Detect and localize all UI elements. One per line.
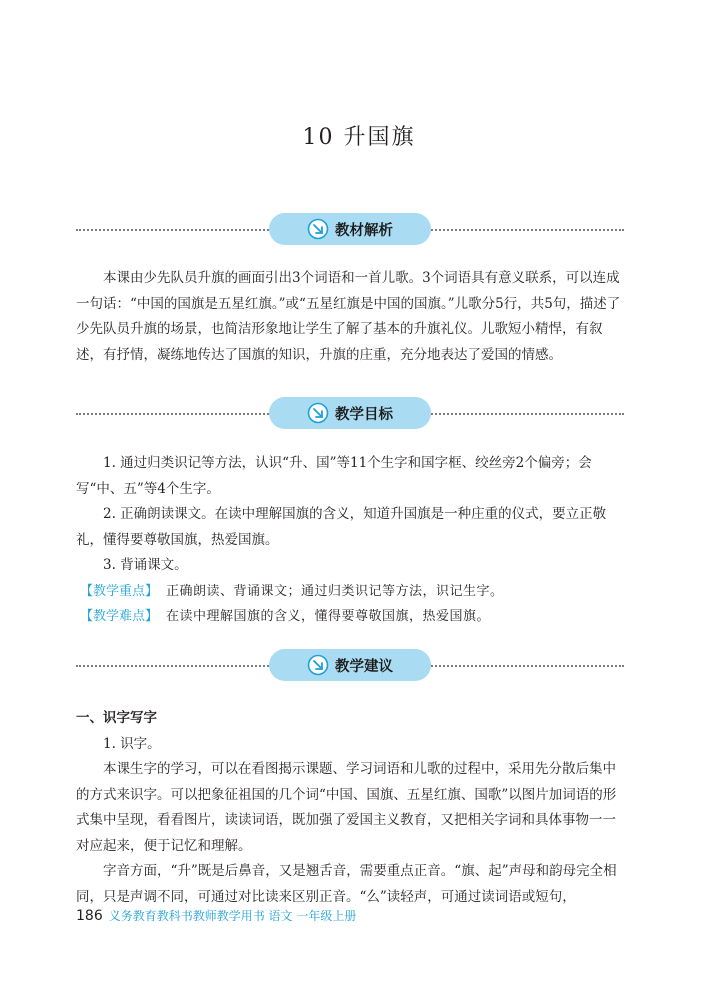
objective-item-3: 3. 背诵课文。 xyxy=(103,557,188,573)
suggestion-subheading: 1. 识字。 xyxy=(103,735,161,752)
arrow-down-right-circle-icon xyxy=(307,654,329,676)
analysis-paragraph: 本课由少先队员升旗的画面引出3个词语和一首儿歌。3个词语具有意义联系，可以连成一句话：“中国的国旗是五星红旗。”或“五星红旗是中国的国旗。”儿歌分5行，共5句，描述了少先队员升旗的场景，也简洁形象地让学生了解了基本的升旗礼仪。儿歌短小精悍，有叙述，有抒情，凝练地传达了国旗的知识，升旗的庄重，充分地表达了爱国的情感。 xyxy=(76,270,621,363)
section-pill xyxy=(269,397,431,429)
difficulty-line xyxy=(76,604,624,630)
section-header-suggestions xyxy=(76,649,624,683)
book-title: 义务教育教科书教师教学用书 语文 一年级上册 xyxy=(108,909,357,923)
section-header-objectives xyxy=(76,397,624,431)
analysis-block xyxy=(76,266,624,368)
arrow-down-right-circle-icon xyxy=(307,218,329,240)
key-point-text: 正确朗读、背诵课文；通过归类识记等方法，识记生字。 xyxy=(166,583,504,599)
arrow-down-right-circle-icon xyxy=(307,402,329,424)
key-point-line xyxy=(76,579,624,605)
suggestions-block xyxy=(76,706,624,910)
suggestion-paragraph-1: 本课生字的学习，可以在看图揭示课题、学习词语和儿歌的过程中，采用先分散后集中的方式来识字。可以把象征祖国的几个词“中国、国旗、五星红旗、国歌”以图片加词语的形式集中呈现，看看图片，读读词语，既加强了爱国主义教育，又把相关字词和具体事物一一对应起来，便于记忆和理解。 xyxy=(76,761,617,854)
suggestion-paragraph-2: 字音方面，“升”既是后鼻音，又是翘舌音，需要重点正音。“旗、起”声母和韵母完全相同，只是声调不同，可通过对比读来区别正音。“么”读轻声，可通过读词语或短句， xyxy=(76,863,617,905)
lesson-title: 10 升国旗 xyxy=(302,125,416,150)
section-pill xyxy=(269,213,431,245)
difficulty-text: 在读中理解国旗的含义，懂得要尊敬国旗，热爱国旗。 xyxy=(166,609,491,624)
section-pill xyxy=(269,649,431,681)
section-label: 教学建议 xyxy=(335,658,393,675)
section-label: 教学目标 xyxy=(335,406,393,423)
suggestion-heading: 一、识字写字 xyxy=(76,710,157,726)
objectives-block xyxy=(76,451,624,630)
objective-item-1: 1. 通过归类识记等方法，认识“升、国”等11个生字和国字框、绞丝旁2个偏旁；会写“中、五”等4个生字。 xyxy=(76,455,592,497)
objective-item-2: 2. 正确朗读课文。在读中理解国旗的含义，知道升国旗是一种庄重的仪式，要立正敬礼，懂得要尊敬国旗，热爱国旗。 xyxy=(76,506,607,548)
key-point-label: 【教学重点】 xyxy=(80,583,159,599)
page-number: 186 xyxy=(76,908,103,924)
difficulty-label: 【教学难点】 xyxy=(80,609,159,624)
section-header-analysis xyxy=(76,213,624,247)
section-label: 教材解析 xyxy=(335,222,393,239)
page-footer xyxy=(76,907,356,924)
